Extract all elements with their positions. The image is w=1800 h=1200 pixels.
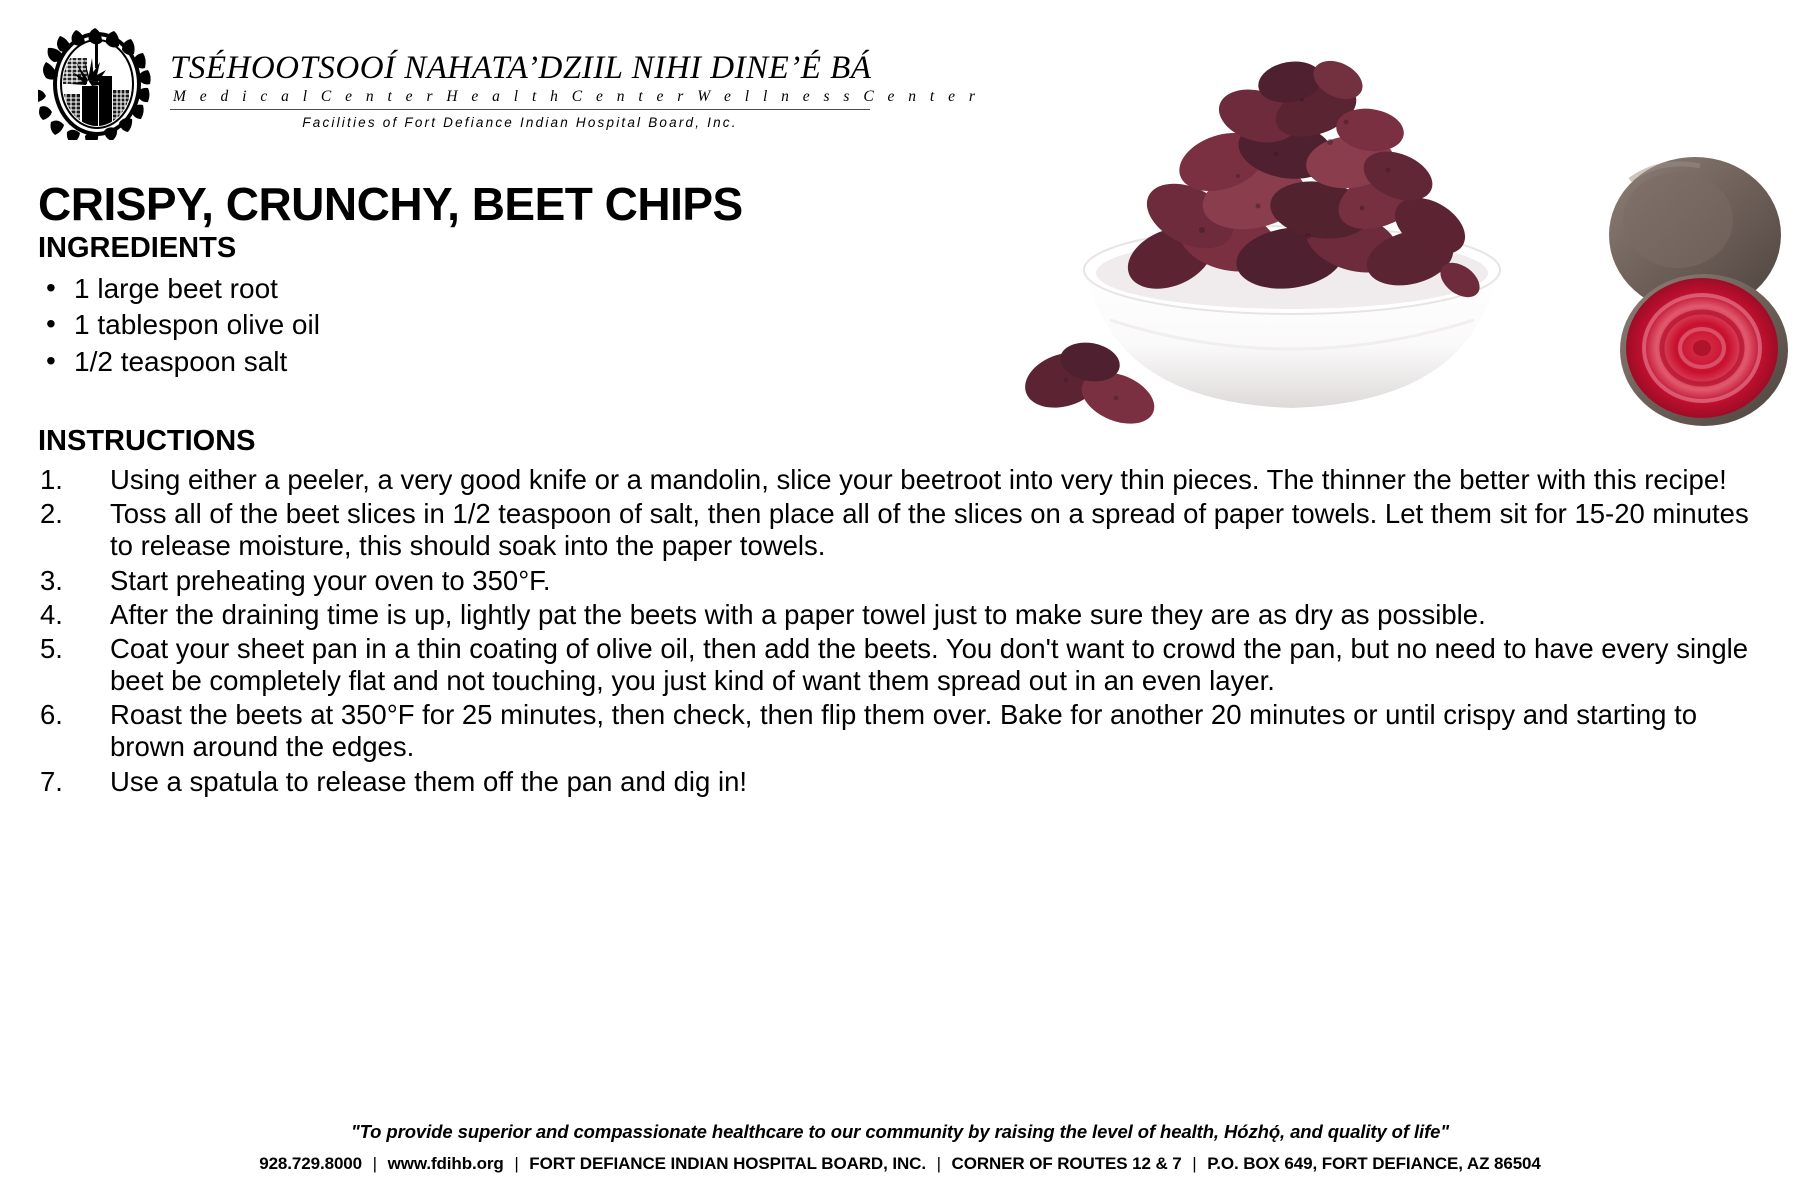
list-item bbox=[38, 271, 738, 307]
org-subtitle: M e d i c a l C e n t e r H e a l t h C e n t e r W e l l n e s s C e n t e r bbox=[173, 88, 980, 105]
page-title: CRISPY, CRUNCHY, BEET CHIPS bbox=[38, 177, 743, 230]
mailing-address: P.O. BOX 649, FORT DEFIANCE, AZ 86504 bbox=[1207, 1154, 1541, 1173]
mission-statement: "To provide superior and compassionate healthcare to our community by raising the level of health, Hózhǫ́, and quality of life" bbox=[351, 1121, 1449, 1142]
ingredient-text: 1 tablespon olive oil bbox=[74, 309, 320, 341]
instructions-list bbox=[38, 464, 1768, 798]
website-link[interactable]: www.fdihb.org bbox=[387, 1154, 504, 1173]
street-address: CORNER OF ROUTES 12 & 7 bbox=[951, 1154, 1182, 1173]
step-text: Coat your sheet pan in a thin coating of olive oil, then add the beets. You don't want to crowd the pan, but no need to have every single beet be completely flat and not touching, you just kind of want them spread out in an even layer. bbox=[110, 632, 1749, 697]
step-number: 6. bbox=[40, 699, 63, 731]
bullet-icon: • bbox=[46, 344, 56, 376]
list-item bbox=[38, 565, 1768, 597]
step-number: 7. bbox=[40, 765, 63, 797]
ingredient-text: 1 large beet root bbox=[74, 273, 278, 304]
separator: | bbox=[936, 1154, 941, 1173]
step-number: 4. bbox=[40, 598, 63, 630]
separator: | bbox=[1192, 1154, 1197, 1173]
ingredient-text: 1/2 teaspoon salt bbox=[74, 345, 288, 377]
header-divider bbox=[170, 109, 870, 110]
tribal-seal-icon bbox=[38, 28, 156, 140]
step-text: Start preheating your oven to 350°F. bbox=[110, 564, 551, 596]
step-number: 5. bbox=[40, 632, 63, 664]
organization-name: FORT DEFIANCE INDIAN HOSPITAL BOARD, INC. bbox=[529, 1154, 926, 1173]
org-name-line: TSÉHOOTSOOÍ NAHATA’DZIIL NIHI DINE’É BÁ bbox=[170, 50, 872, 86]
step-text: Roast the beets at 350°F for 25 minutes, then check, then flip them over. Bake for another 20 minutes or until crispy and starting to brown around the edges. bbox=[110, 699, 1697, 763]
ingredients-section bbox=[38, 232, 738, 380]
ingredients-heading: INGREDIENTS bbox=[38, 232, 237, 264]
step-text: Using either a peeler, a very good knife or a mandolin, slice your beetroot into very thin pieces. The thinner the better with this recipe! bbox=[110, 464, 1727, 495]
list-item bbox=[38, 633, 1768, 697]
page-footer bbox=[0, 1121, 1800, 1174]
list-item bbox=[38, 498, 1768, 562]
step-text: Use a spatula to release them off the pan and dig in! bbox=[110, 765, 747, 797]
list-item bbox=[38, 307, 738, 343]
instructions-section bbox=[38, 425, 1768, 800]
org-footer-line: Facilities of Fort Defiance Indian Hospital Board, Inc. bbox=[302, 115, 738, 130]
organization-header bbox=[38, 28, 980, 140]
beet-chips-photo bbox=[990, 30, 1800, 430]
contact-line bbox=[0, 1154, 1800, 1174]
bullet-icon: • bbox=[46, 272, 56, 303]
list-item bbox=[38, 464, 1768, 496]
list-item bbox=[38, 766, 1768, 798]
list-item bbox=[38, 599, 1768, 631]
ingredients-list bbox=[38, 271, 738, 380]
step-text: Toss all of the beet slices in 1/2 teaspoon of salt, then place all of the slices on a spread of paper towels. Let them sit for 15-20 minutes to release moisture, this should soak into the paper towels. bbox=[110, 498, 1749, 562]
phone-number[interactable]: 928.729.8000 bbox=[259, 1154, 363, 1173]
step-number: 3. bbox=[40, 564, 63, 596]
list-item bbox=[38, 344, 738, 380]
instructions-heading: INSTRUCTIONS bbox=[38, 425, 256, 457]
separator: | bbox=[372, 1154, 377, 1173]
step-text: After the draining time is up, lightly pat the beets with a paper towel just to make sure they are as dry as possible. bbox=[110, 598, 1486, 630]
step-number: 1. bbox=[40, 464, 63, 495]
bullet-icon: • bbox=[46, 308, 56, 340]
separator: | bbox=[514, 1154, 519, 1173]
step-number: 2. bbox=[40, 498, 63, 530]
list-item bbox=[38, 699, 1768, 763]
organization-names bbox=[170, 28, 980, 130]
